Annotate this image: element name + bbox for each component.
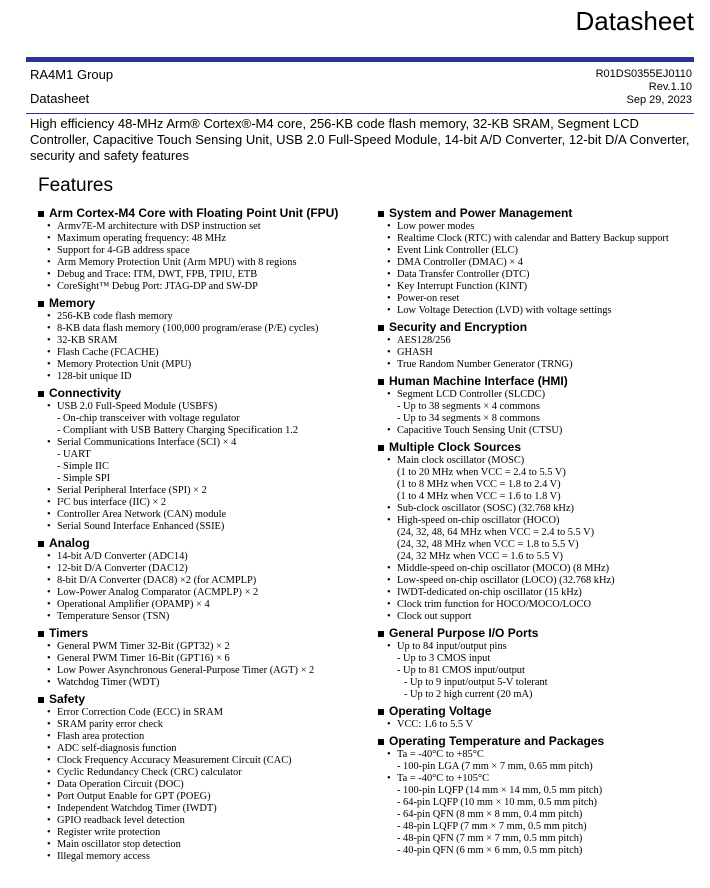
document-revision: Rev.1.10: [648, 81, 692, 93]
feature-item: • Power-on reset: [376, 293, 701, 305]
page-title: Datasheet: [575, 6, 694, 36]
section-title-text: Human Machine Interface (HMI): [389, 374, 568, 388]
feature-item: • Port Output Enable for GPT (POEG): [36, 791, 366, 803]
feature-detail: (1 to 8 MHz when VCC = 1.8 to 2.4 V): [397, 479, 561, 490]
section-title: [36, 626, 366, 641]
feature-item: • Low-Power Analog Comparator (ACMPLP) × 2: [36, 587, 366, 599]
section-title: [376, 704, 701, 719]
feature-item: • Maximum operating frequency: 48 MHz: [36, 233, 366, 245]
square-bullet-icon: [378, 325, 384, 331]
feature-item: • Error Correction Code (ECC) in SRAM: [36, 707, 366, 719]
feature-item: • 14-bit A/D Converter (ADC14): [36, 551, 366, 563]
square-bullet-icon: [378, 379, 384, 385]
section-system-and-power-management: [376, 206, 701, 317]
section-analog: [36, 536, 366, 623]
feature-detail: - 48-pin QFN (7 mm × 7 mm, 0.5 mm pitch): [397, 833, 583, 844]
section-title: [376, 734, 701, 749]
square-bullet-icon: [378, 211, 384, 217]
feature-item: • True Random Number Generator (TRNG): [376, 359, 701, 371]
feature-item: • Segment LCD Controller (SLCDC): [376, 389, 701, 401]
divider: [26, 113, 694, 114]
feature-item: • Key Interrupt Function (KINT): [376, 281, 701, 293]
document-date: Sep 29, 2023: [626, 94, 692, 106]
feature-detail: - 64-pin QFN (8 mm × 8 mm, 0.4 mm pitch): [397, 809, 583, 820]
square-bullet-icon: [38, 697, 44, 703]
feature-item: • Register write protection: [36, 827, 366, 839]
feature-item: • Realtime Clock (RTC) with calendar and Battery Backup support: [376, 233, 701, 245]
feature-detail: - Up to 3 CMOS input: [397, 653, 491, 664]
section-title-text: Multiple Clock Sources: [389, 440, 522, 454]
feature-item: • DMA Controller (DMAC) × 4: [376, 257, 701, 269]
section-title-text: Operating Temperature and Packages: [389, 734, 605, 748]
feature-item: • Up to 84 input/output pins: [376, 641, 701, 653]
feature-item: • Main clock oscillator (MOSC): [376, 455, 701, 467]
feature-item: • Memory Protection Unit (MPU): [36, 359, 366, 371]
feature-detail: - 100-pin LGA (7 mm × 7 mm, 0.65 mm pitch): [397, 761, 593, 772]
square-bullet-icon: [38, 211, 44, 217]
feature-item: • Operational Amplifier (OPAMP) × 4: [36, 599, 366, 611]
feature-item: • Serial Sound Interface Enhanced (SSIE): [36, 521, 366, 533]
feature-detail: - Up to 38 segments × 4 commons: [397, 401, 540, 412]
feature-item: • CoreSight™ Debug Port: JTAG-DP and SW-DP: [36, 281, 366, 293]
feature-detail: (1 to 4 MHz when VCC = 1.6 to 1.8 V): [397, 491, 561, 502]
section-human-machine-interface-hmi: [376, 374, 701, 437]
feature-item: • Data Operation Circuit (DOC): [36, 779, 366, 791]
feature-item: • 32-KB SRAM: [36, 335, 366, 347]
square-bullet-icon: [378, 739, 384, 745]
section-title-text: General Purpose I/O Ports: [389, 626, 539, 640]
section-title-text: System and Power Management: [389, 206, 573, 220]
feature-item: • Illegal memory access: [36, 851, 366, 863]
feature-item: • Support for 4-GB address space: [36, 245, 366, 257]
feature-item: • Serial Communications Interface (SCI) × 4: [36, 437, 366, 449]
feature-item: • 128-bit unique ID: [36, 371, 366, 383]
square-bullet-icon: [38, 631, 44, 637]
feature-item: • Independent Watchdog Timer (IWDT): [36, 803, 366, 815]
square-bullet-icon: [378, 631, 384, 637]
feature-item: • Flash area protection: [36, 731, 366, 743]
feature-item: • Armv7E-M architecture with DSP instruction set: [36, 221, 366, 233]
feature-detail: - Up to 34 segments × 8 commons: [397, 413, 540, 424]
product-group: RA4M1 Group: [30, 67, 114, 82]
section-operating-temperature-and-packages: [376, 734, 701, 857]
feature-item: • IWDT-dedicated on-chip oscillator (15 kHz): [376, 587, 701, 599]
section-title: [376, 206, 701, 221]
product-summary: High efficiency 48-MHz Arm® Cortex®-M4 core, 256-KB code flash memory, 32-KB SRAM, Segment LCD Controller, Capacitive Touch Sensing Unit, USB 2.0 Full-Speed Module, 14-bit A/D Converter, 12-bit D/A Converter, security and safety features: [30, 116, 690, 163]
section-arm-cortex-m4-core-with-floating-point-unit-fpu: [36, 206, 366, 293]
feature-item: • Capacitive Touch Sensing Unit (CTSU): [376, 425, 701, 437]
section-title-text: Connectivity: [49, 386, 122, 400]
section-timers: [36, 626, 366, 689]
section-security-and-encryption: [376, 320, 701, 371]
feature-item: • General PWM Timer 32-Bit (GPT32) × 2: [36, 641, 366, 653]
feature-detail: - On-chip transceiver with voltage regulator: [57, 413, 240, 424]
feature-item: • AES128/256: [376, 335, 701, 347]
section-title: [36, 692, 366, 707]
section-title-text: Timers: [49, 626, 89, 640]
feature-detail: - UART: [57, 449, 91, 460]
section-title-text: Analog: [49, 536, 90, 550]
feature-item: • Arm Memory Protection Unit (Arm MPU) with 8 regions: [36, 257, 366, 269]
feature-item: • Ta = -40°C to +105°C: [376, 773, 701, 785]
section-title-text: Safety: [49, 692, 86, 706]
feature-item: • Data Transfer Controller (DTC): [376, 269, 701, 281]
section-title-text: Operating Voltage: [389, 704, 492, 718]
section-title: [376, 440, 701, 455]
feature-item: • Low-speed on-chip oscillator (LOCO) (32.768 kHz): [376, 575, 701, 587]
square-bullet-icon: [38, 301, 44, 307]
section-title: [376, 626, 701, 641]
feature-item: • Low power modes: [376, 221, 701, 233]
square-bullet-icon: [378, 709, 384, 715]
feature-item: • Ta = -40°C to +85°C: [376, 749, 701, 761]
feature-item: • SRAM parity error check: [36, 719, 366, 731]
feature-detail: - Up to 81 CMOS input/output: [397, 665, 525, 676]
feature-item: • GHASH: [376, 347, 701, 359]
feature-item: • Main oscillator stop detection: [36, 839, 366, 851]
feature-item: • Cyclic Redundancy Check (CRC) calculator: [36, 767, 366, 779]
section-connectivity: [36, 386, 366, 533]
feature-item: • Watchdog Timer (WDT): [36, 677, 366, 689]
header-rule: [26, 57, 694, 62]
feature-item: • Sub-clock oscillator (SOSC) (32.768 kHz): [376, 503, 701, 515]
feature-detail: - Compliant with USB Battery Charging Specification 1.2: [57, 425, 299, 436]
section-title: [36, 206, 366, 221]
features-left-column: [36, 206, 366, 866]
feature-detail: - 48-pin LQFP (7 mm × 7 mm, 0.5 mm pitch): [397, 821, 587, 832]
feature-detail: - Up to 9 input/output 5-V tolerant: [404, 677, 548, 688]
section-safety: [36, 692, 366, 863]
feature-detail: - 100-pin LQFP (14 mm × 14 mm, 0.5 mm pitch): [397, 785, 603, 796]
feature-item: • I²C bus interface (IIC) × 2: [36, 497, 366, 509]
document-type: Datasheet: [30, 91, 90, 106]
feature-detail: (24, 32 MHz when VCC = 1.6 to 5.5 V): [397, 551, 563, 562]
feature-item: • ADC self-diagnosis function: [36, 743, 366, 755]
feature-item: • Event Link Controller (ELC): [376, 245, 701, 257]
features-right-column: [376, 206, 701, 860]
section-operating-voltage: [376, 704, 701, 731]
feature-item: • Debug and Trace: ITM, DWT, FPB, TPIU, ETB: [36, 269, 366, 281]
feature-detail: - 40-pin QFN (6 mm × 6 mm, 0.5 mm pitch): [397, 845, 583, 856]
feature-item: • Low Voltage Detection (LVD) with voltage settings: [376, 305, 701, 317]
square-bullet-icon: [38, 391, 44, 397]
feature-detail: - 64-pin LQFP (10 mm × 10 mm, 0.5 mm pitch): [397, 797, 598, 808]
section-general-purpose-i-o-ports: [376, 626, 701, 701]
feature-item: • Serial Peripheral Interface (SPI) × 2: [36, 485, 366, 497]
feature-item: • 8-bit D/A Converter (DAC8) ×2 (for ACMPLP): [36, 575, 366, 587]
feature-detail: - Up to 2 high current (20 mA): [404, 689, 533, 700]
feature-detail: - Simple IIC: [57, 461, 109, 472]
feature-item: • General PWM Timer 16-Bit (GPT16) × 6: [36, 653, 366, 665]
section-title: [376, 374, 701, 389]
feature-item: • 8-KB data flash memory (100,000 program/erase (P/E) cycles): [36, 323, 366, 335]
feature-detail: - Simple SPI: [57, 473, 111, 484]
feature-item: • 256-KB code flash memory: [36, 311, 366, 323]
feature-item: • Clock trim function for HOCO/MOCO/LOCO: [376, 599, 701, 611]
feature-item: • Clock out support: [376, 611, 701, 623]
feature-detail: (24, 32, 48, 64 MHz when VCC = 2.4 to 5.5 V): [397, 527, 595, 538]
feature-item: • Low Power Asynchronous General-Purpose Timer (AGT) × 2: [36, 665, 366, 677]
feature-item: • Clock Frequency Accuracy Measurement Circuit (CAC): [36, 755, 366, 767]
square-bullet-icon: [38, 541, 44, 547]
feature-detail: (24, 32, 48 MHz when VCC = 1.8 to 5.5 V): [397, 539, 579, 550]
features-heading: Features: [38, 175, 113, 196]
feature-item: • VCC: 1.6 to 5.5 V: [376, 719, 701, 731]
feature-item: • High-speed on-chip oscillator (HOCO): [376, 515, 701, 527]
feature-detail: (1 to 20 MHz when VCC = 2.4 to 5.5 V): [397, 467, 566, 478]
section-multiple-clock-sources: [376, 440, 701, 623]
section-title-text: Security and Encryption: [389, 320, 528, 334]
feature-item: • Flash Cache (FCACHE): [36, 347, 366, 359]
section-title: [36, 296, 366, 311]
document-number: R01DS0355EJ0110: [595, 68, 692, 80]
section-title: [376, 320, 701, 335]
document-info: [596, 68, 692, 107]
section-memory: [36, 296, 366, 383]
section-title: [36, 386, 366, 401]
feature-item: • Temperature Sensor (TSN): [36, 611, 366, 623]
square-bullet-icon: [378, 445, 384, 451]
section-title-text: Memory: [49, 296, 96, 310]
feature-item: • 12-bit D/A Converter (DAC12): [36, 563, 366, 575]
feature-item: • Middle-speed on-chip oscillator (MOCO) (8 MHz): [376, 563, 701, 575]
section-title: [36, 536, 366, 551]
feature-item: • Controller Area Network (CAN) module: [36, 509, 366, 521]
feature-item: • USB 2.0 Full-Speed Module (USBFS): [36, 401, 366, 413]
section-title-text: Arm Cortex-M4 Core with Floating Point Unit (FPU): [49, 206, 339, 220]
feature-item: • GPIO readback level detection: [36, 815, 366, 827]
